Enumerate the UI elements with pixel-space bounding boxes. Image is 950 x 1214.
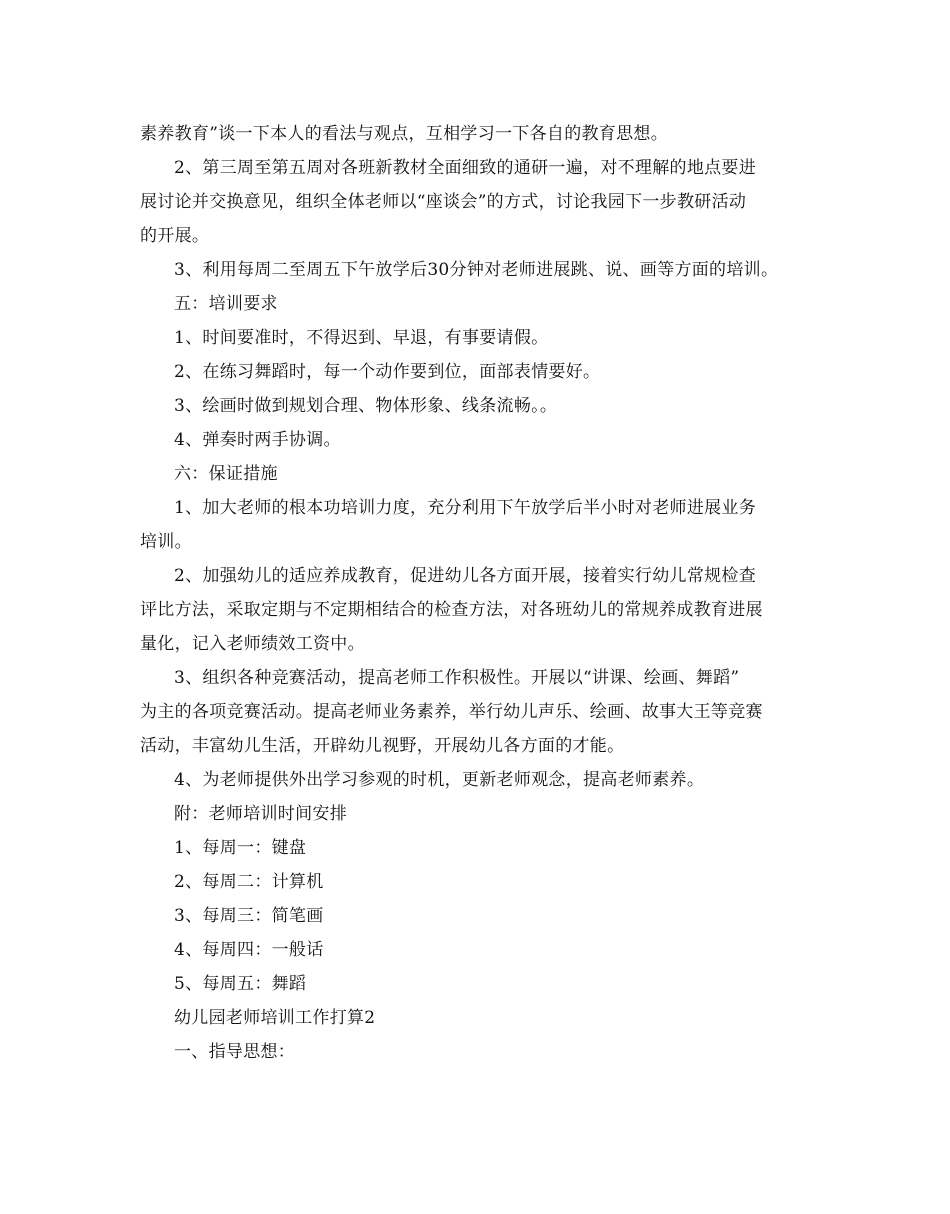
- text-line: 3、绘画时做到规划合理、物体形象、线条流畅。。: [174, 396, 558, 416]
- schedule-item: 3、每周三：简笔画: [174, 906, 324, 926]
- text-line: 评比方法，采取定期与不定期相结合的检查方法，对各班幼儿的常规养成教育进展: [140, 600, 763, 620]
- text-line: 培训。: [140, 532, 192, 552]
- text-line: 1、加大老师的根本功培训力度，充分利用下午放学后半小时对老师进展业务: [174, 498, 757, 518]
- text-line: 3、利用每周二至周五下午放学后30分钟对老师进展跳、说、画等方面的培训。: [174, 260, 779, 280]
- text-line: 4、弹奏时两手协调。: [174, 430, 341, 450]
- text-line: 2、加强幼儿的适应养成教育，促进幼儿各方面开展，接着实行幼儿常规检查: [174, 566, 757, 586]
- text-line: 素养教育”谈一下本人的看法与观点，互相学习一下各自的教育思想。: [140, 124, 668, 144]
- schedule-item: 2、每周二：计算机: [174, 872, 324, 892]
- section-heading: 五：培训要求: [174, 294, 278, 314]
- text-line: 展讨论并交换意见，组织全体老师以“座谈会”的方式，讨论我园下一步教研活动: [140, 192, 747, 212]
- document-body: [140, 117, 820, 1069]
- document-subtitle: 幼儿园老师培训工作打算2: [174, 1008, 376, 1028]
- text-line: 2、在练习舞蹈时，每一个动作要到位，面部表情要好。: [174, 362, 601, 382]
- text-line: 活动，丰富幼儿生活，开辟幼儿视野，开展幼儿各方面的才能。: [140, 736, 625, 756]
- section-heading: 六：保证措施: [174, 464, 278, 484]
- text-line: 2、第三周至第五周对各班新教材全面细致的通研一遍，对不理解的地点要进: [174, 158, 757, 178]
- text-line: 为主的各项竞赛活动。提高老师业务素养，举行幼儿声乐、绘画、故事大王等竞赛: [140, 702, 763, 722]
- section-heading: 附：老师培训时间安排: [174, 804, 347, 824]
- text-line: 量化，记入老师绩效工资中。: [140, 634, 365, 654]
- section-heading: 一、指导思想：: [174, 1042, 296, 1062]
- schedule-item: 1、每周一：键盘: [174, 838, 307, 858]
- text-line: 1、时间要准时，不得迟到、早退，有事要请假。: [174, 328, 549, 348]
- schedule-item: 5、每周五：舞蹈: [174, 974, 307, 994]
- schedule-item: 4、每周四：一般话: [174, 940, 324, 960]
- text-line: 3、组织各种竞赛活动，提高老师工作积极性。开展以“讲课、绘画、舞蹈”: [174, 668, 740, 688]
- text-line: 4、为老师提供外出学习参观的时机，更新老师观念，提高老师素养。: [174, 770, 705, 790]
- text-line: 的开展。: [140, 226, 210, 246]
